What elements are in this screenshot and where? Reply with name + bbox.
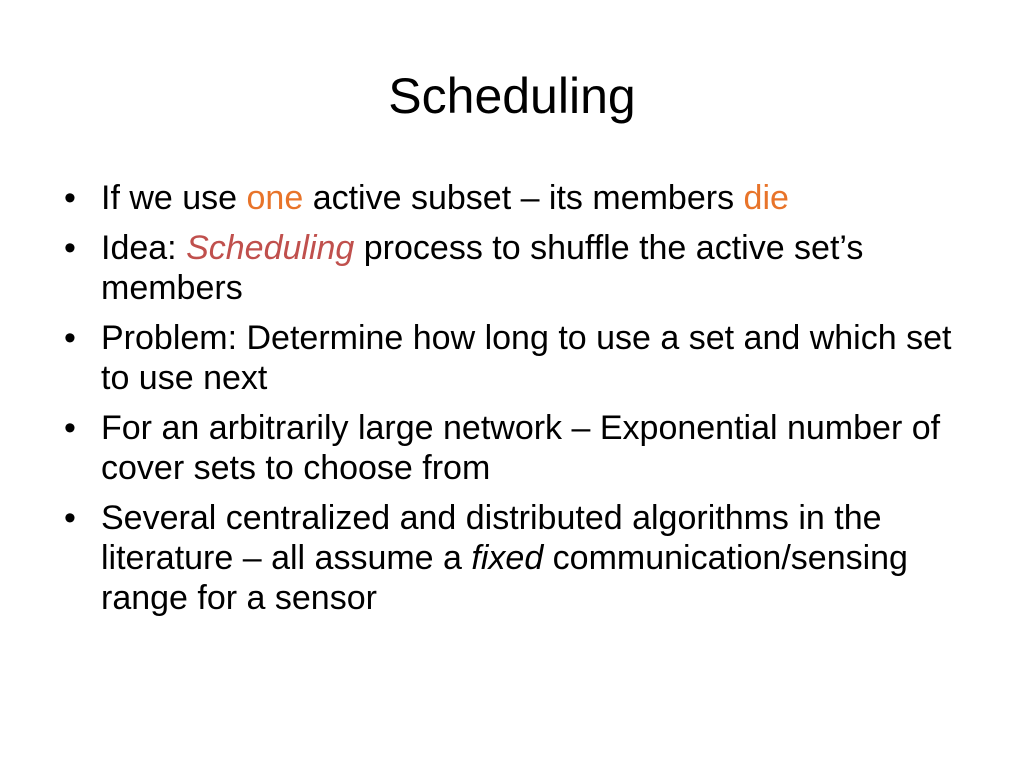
bullet-icon: • xyxy=(64,499,76,537)
bullet-text: If we use xyxy=(101,179,247,217)
bullet-item-idea-scheduling xyxy=(58,228,978,308)
bullet-text: Idea: xyxy=(101,229,187,267)
bullet-text: communication/sensing range for a sensor xyxy=(101,539,908,617)
bullet-text: process to shuffle the active set’s members xyxy=(101,229,864,307)
bullet-icon: • xyxy=(64,409,76,447)
bullet-list xyxy=(58,178,978,628)
highlight-scheduling: Scheduling xyxy=(186,229,355,267)
bullet-icon: • xyxy=(64,319,76,357)
slide-title: Scheduling xyxy=(388,68,636,124)
bullet-icon: • xyxy=(64,229,76,267)
bullet-text: Problem: Determine how long to use a set and which set to use next xyxy=(101,319,952,397)
bullet-text: For an arbitrarily large network – Exponential number of cover sets to choose from xyxy=(101,409,941,487)
bullet-item-large-network xyxy=(58,408,978,488)
bullet-icon: • xyxy=(64,179,76,217)
bullet-item-algorithms xyxy=(58,498,978,618)
bullet-item-one-active-subset xyxy=(58,178,978,218)
bullet-text: Several centralized and distributed algorithms in the literature – all assume a xyxy=(101,499,882,577)
highlight-one: one xyxy=(246,179,304,217)
highlight-die: die xyxy=(743,179,789,217)
italic-fixed: fixed xyxy=(471,539,544,577)
bullet-item-problem xyxy=(58,318,978,398)
bullet-text: active subset – its members xyxy=(303,179,744,217)
